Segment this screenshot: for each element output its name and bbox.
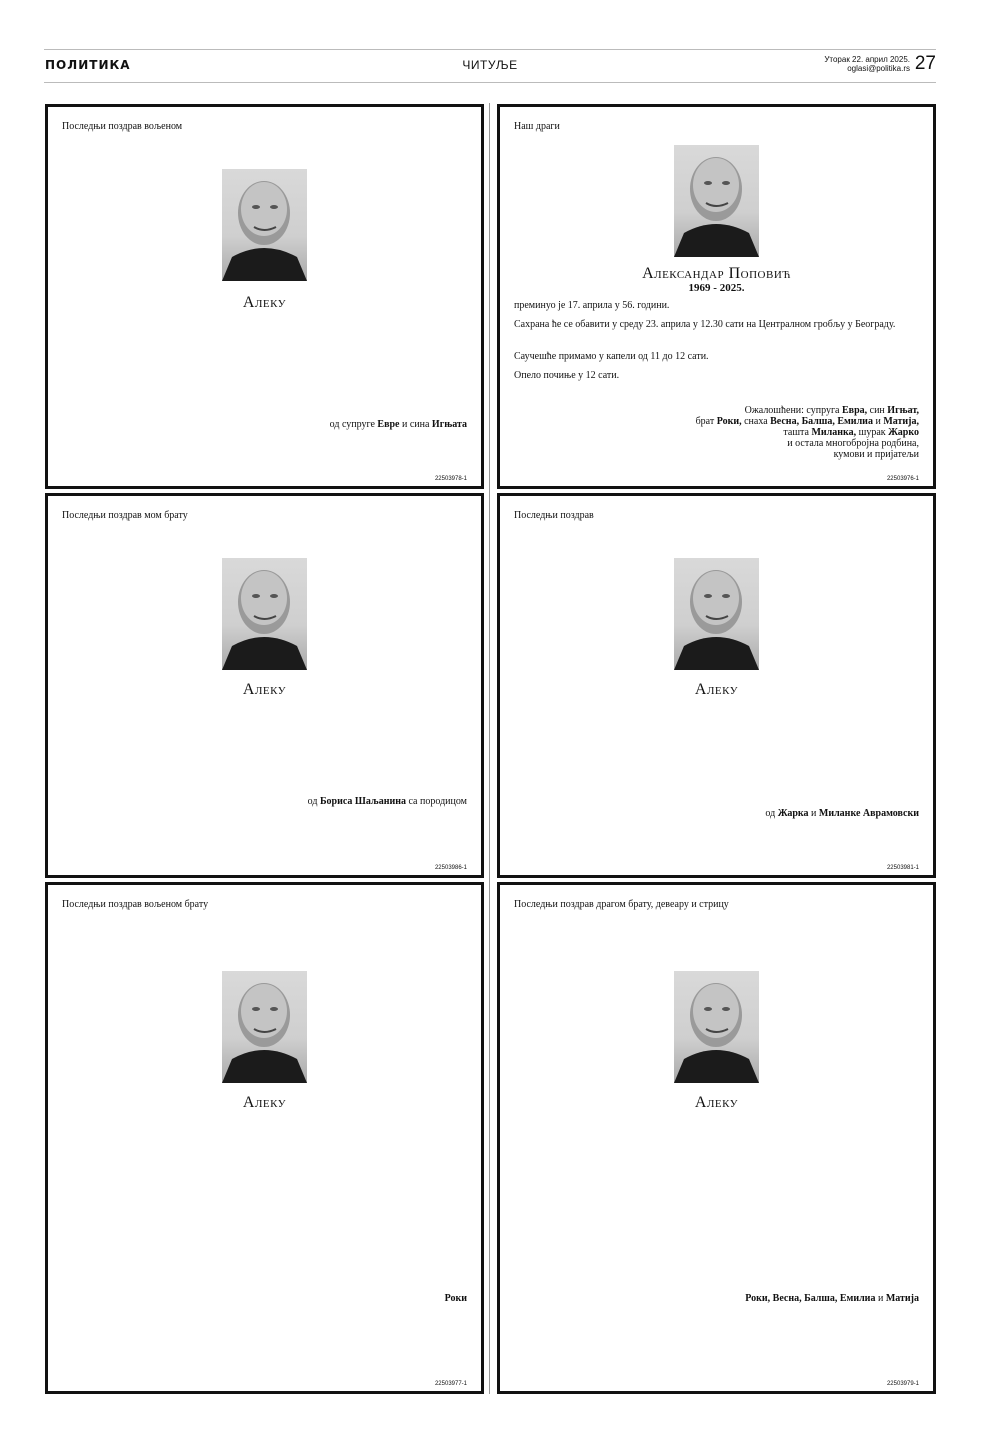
ad-sender: од Жарка и Миланке Аврамовски: [765, 808, 919, 819]
ad-intro: Последњи поздрав драгом брату, девеару и стрицу: [514, 899, 729, 910]
obituary-ad: [45, 104, 484, 489]
notice-text: Сахрана ће се обавити у среду 23. априла у 12.30 сати на Централном гробљу у Београду.: [514, 319, 896, 330]
deceased-name: Александар Поповић: [642, 265, 791, 282]
ad-sender: од супруге Евре и сина Игњата: [329, 419, 467, 430]
ad-intro: Последњи поздрав мом брату: [62, 510, 188, 521]
ad-intro: Наш драги: [514, 121, 560, 132]
page-number: 27: [914, 53, 936, 74]
ad-code: 22503979-1: [886, 1381, 919, 1387]
deceased-name: Алеку: [242, 1094, 287, 1111]
obituary-ad: [497, 493, 936, 878]
ad-code: 22503978-1: [434, 476, 467, 482]
obituary-ad: [497, 882, 936, 1394]
portrait-photo: [222, 971, 307, 1083]
notice-text: преминуо је 17. априла у 56. години.: [514, 300, 670, 311]
newspaper-logo: ПОЛИТИКА: [45, 58, 131, 72]
deceased-name: Алеку: [694, 1094, 739, 1111]
ad-sender: Роки, Весна, Балша, Емилиа и Матија: [745, 1293, 919, 1304]
ad-code: 22503986-1: [434, 865, 467, 871]
deceased-name: Алеку: [242, 294, 287, 311]
ad-sender: од Бориса Шаљанина са породицом: [307, 796, 467, 807]
deceased-name: Алеку: [242, 681, 287, 698]
portrait-photo: [222, 558, 307, 670]
mourners-list: Ожалошћени: супруга Евра, син Игњат, брат Роки, снаха Весна, Балша, Емилиа и Матија, ташта Миланка, шурак Жарко и остала многобројна родбина, кумови и пријатељи: [695, 405, 919, 460]
portrait-photo: [674, 971, 759, 1083]
ad-intro: Последњи поздрав вољеном брату: [62, 899, 209, 910]
date-block: [824, 55, 910, 73]
contact-email: oglasi@politika.rs: [847, 64, 910, 73]
life-years: 1969 - 2025.: [688, 282, 745, 294]
ad-intro: Последњи поздрав: [514, 510, 594, 521]
ad-code: 22503981-1: [886, 865, 919, 871]
portrait-photo: [222, 169, 307, 281]
obituary-ad: [45, 493, 484, 878]
ad-intro: Последњи поздрав вољеном: [62, 121, 183, 132]
obituary-ad: [497, 104, 936, 489]
portrait-photo: [674, 558, 759, 670]
ad-code: 22503977-1: [434, 1381, 467, 1387]
issue-date: Уторак 22. април 2025.: [824, 55, 910, 64]
column-divider: [489, 103, 490, 1394]
ad-sender: Роки: [444, 1293, 467, 1304]
obituary-ad: [45, 882, 484, 1394]
notice-text: Саучешће примамо у капели од 11 до 12 сати.: [514, 351, 709, 362]
portrait-photo: [674, 145, 759, 257]
ad-code: 22503976-1: [886, 476, 919, 482]
deceased-name: Алеку: [694, 681, 739, 698]
section-title: ЧИТУЉЕ: [462, 58, 518, 72]
notice-text: Опело почиње у 12 сати.: [514, 370, 620, 381]
masthead: [44, 49, 936, 83]
